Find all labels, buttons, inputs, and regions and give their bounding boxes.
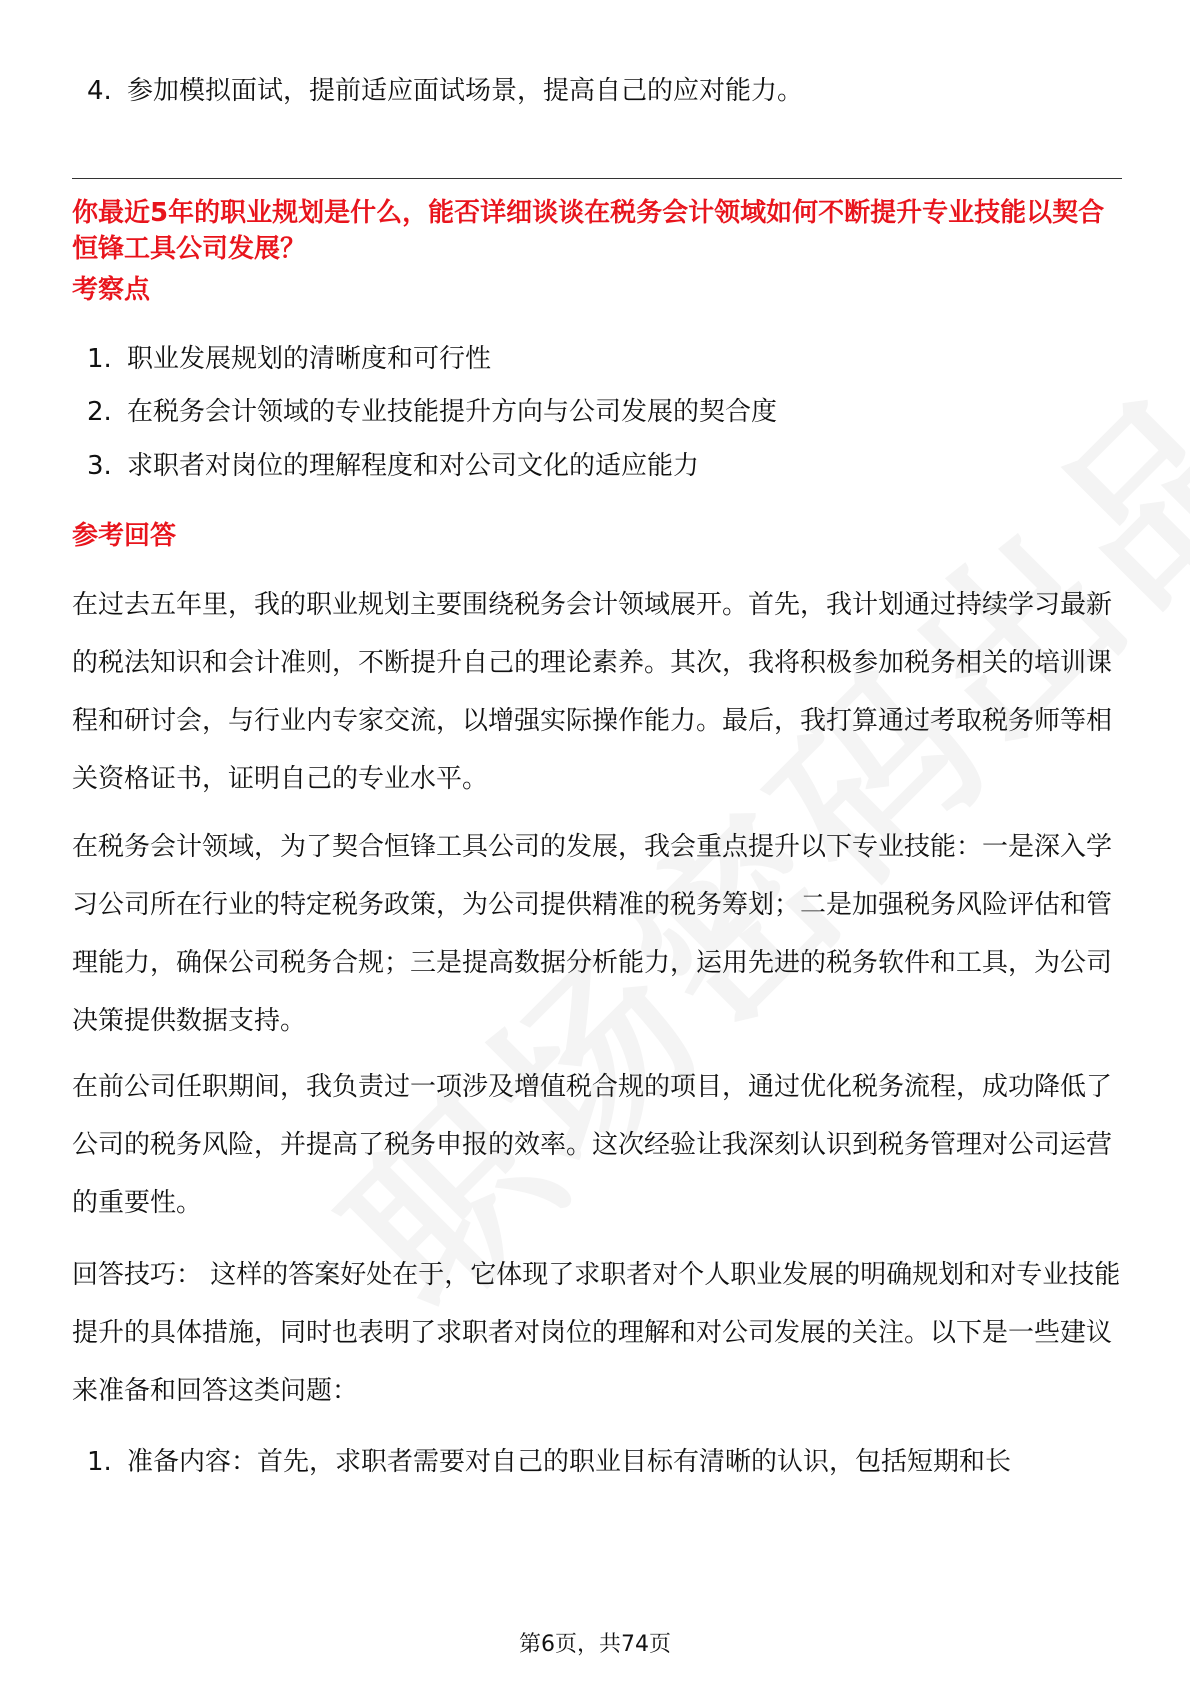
points-heading: 考察点 <box>72 275 151 305</box>
paragraph-text: 在税务会计领域，为了契合恒锋工具公司的发展，我会重点提升以下专业技能：一是深入学习公司所在行业的特定税务政策，为公司提供精准的税务筹划；二是加强税务风险评估和管理能力，确保公司税务合规；三是提高数据分析能力，运用先进的税务软件和工具，为公司决策提供数据支持。 <box>72 832 1113 1036</box>
list-item-text: 在税务会计领域的专业技能提升方向与公司发展的契合度 <box>127 397 778 427</box>
answer-paragraph <box>72 818 1122 1050</box>
list-item <box>87 383 1117 441</box>
section-divider <box>72 178 1122 179</box>
list-item <box>87 62 1117 120</box>
list-item-number: 2. <box>87 397 112 427</box>
list-item <box>87 330 1117 388</box>
question-title: 你最近5年的职业规划是什么，能否详细谈谈在税务会计领域如何不断提升专业技能以契合恒锋工具公司发展？ <box>72 198 1105 264</box>
tips-paragraph <box>72 1246 1122 1420</box>
answer-paragraph <box>72 1058 1122 1232</box>
paragraph-text: 回答技巧： 这样的答案好处在于，它体现了求职者对个人职业发展的明确规划和对专业技能提升的具体措施，同时也表明了求职者对岗位的理解和对公司发展的关注。以下是一些建议来准备和回答这类问题： <box>72 1260 1121 1406</box>
list-item-text: 参加模拟面试，提前适应面试场景，提高自己的应对能力。 <box>127 76 804 106</box>
list-item-text: 求职者对岗位的理解程度和对公司文化的适应能力 <box>127 451 700 481</box>
list-item-number: 4. <box>87 76 112 106</box>
list-item <box>87 1433 1117 1491</box>
paragraph-text: 在前公司任职期间，我负责过一项涉及增值税合规的项目，通过优化税务流程，成功降低了公司的税务风险，并提高了税务申报的效率。这次经验让我深刻认识到税务管理对公司运营的重要性。 <box>72 1072 1113 1218</box>
list-item-number: 3. <box>87 451 112 481</box>
page-footer: 第6页，共74页 <box>519 1632 671 1657</box>
answer-heading: 参考回答 <box>72 521 177 551</box>
list-item-text: 职业发展规划的清晰度和可行性 <box>127 344 492 374</box>
paragraph-text: 在过去五年里，我的职业规划主要围绕税务会计领域展开。首先，我计划通过持续学习最新的税法知识和会计准则，不断提升自己的理论素养。其次，我将积极参加税务相关的培训课程和研讨会，与行业内专家交流，以增强实际操作能力。最后，我打算通过考取税务师等相关资格证书，证明自己的专业水平。 <box>72 590 1113 794</box>
list-item-text: 准备内容：首先，求职者需要对自己的职业目标有清晰的认识，包括短期和长 <box>127 1447 1012 1477</box>
list-item-number: 1. <box>87 344 112 374</box>
list-item-number: 1. <box>87 1447 112 1477</box>
answer-paragraph <box>72 576 1122 808</box>
list-item <box>87 437 1117 495</box>
